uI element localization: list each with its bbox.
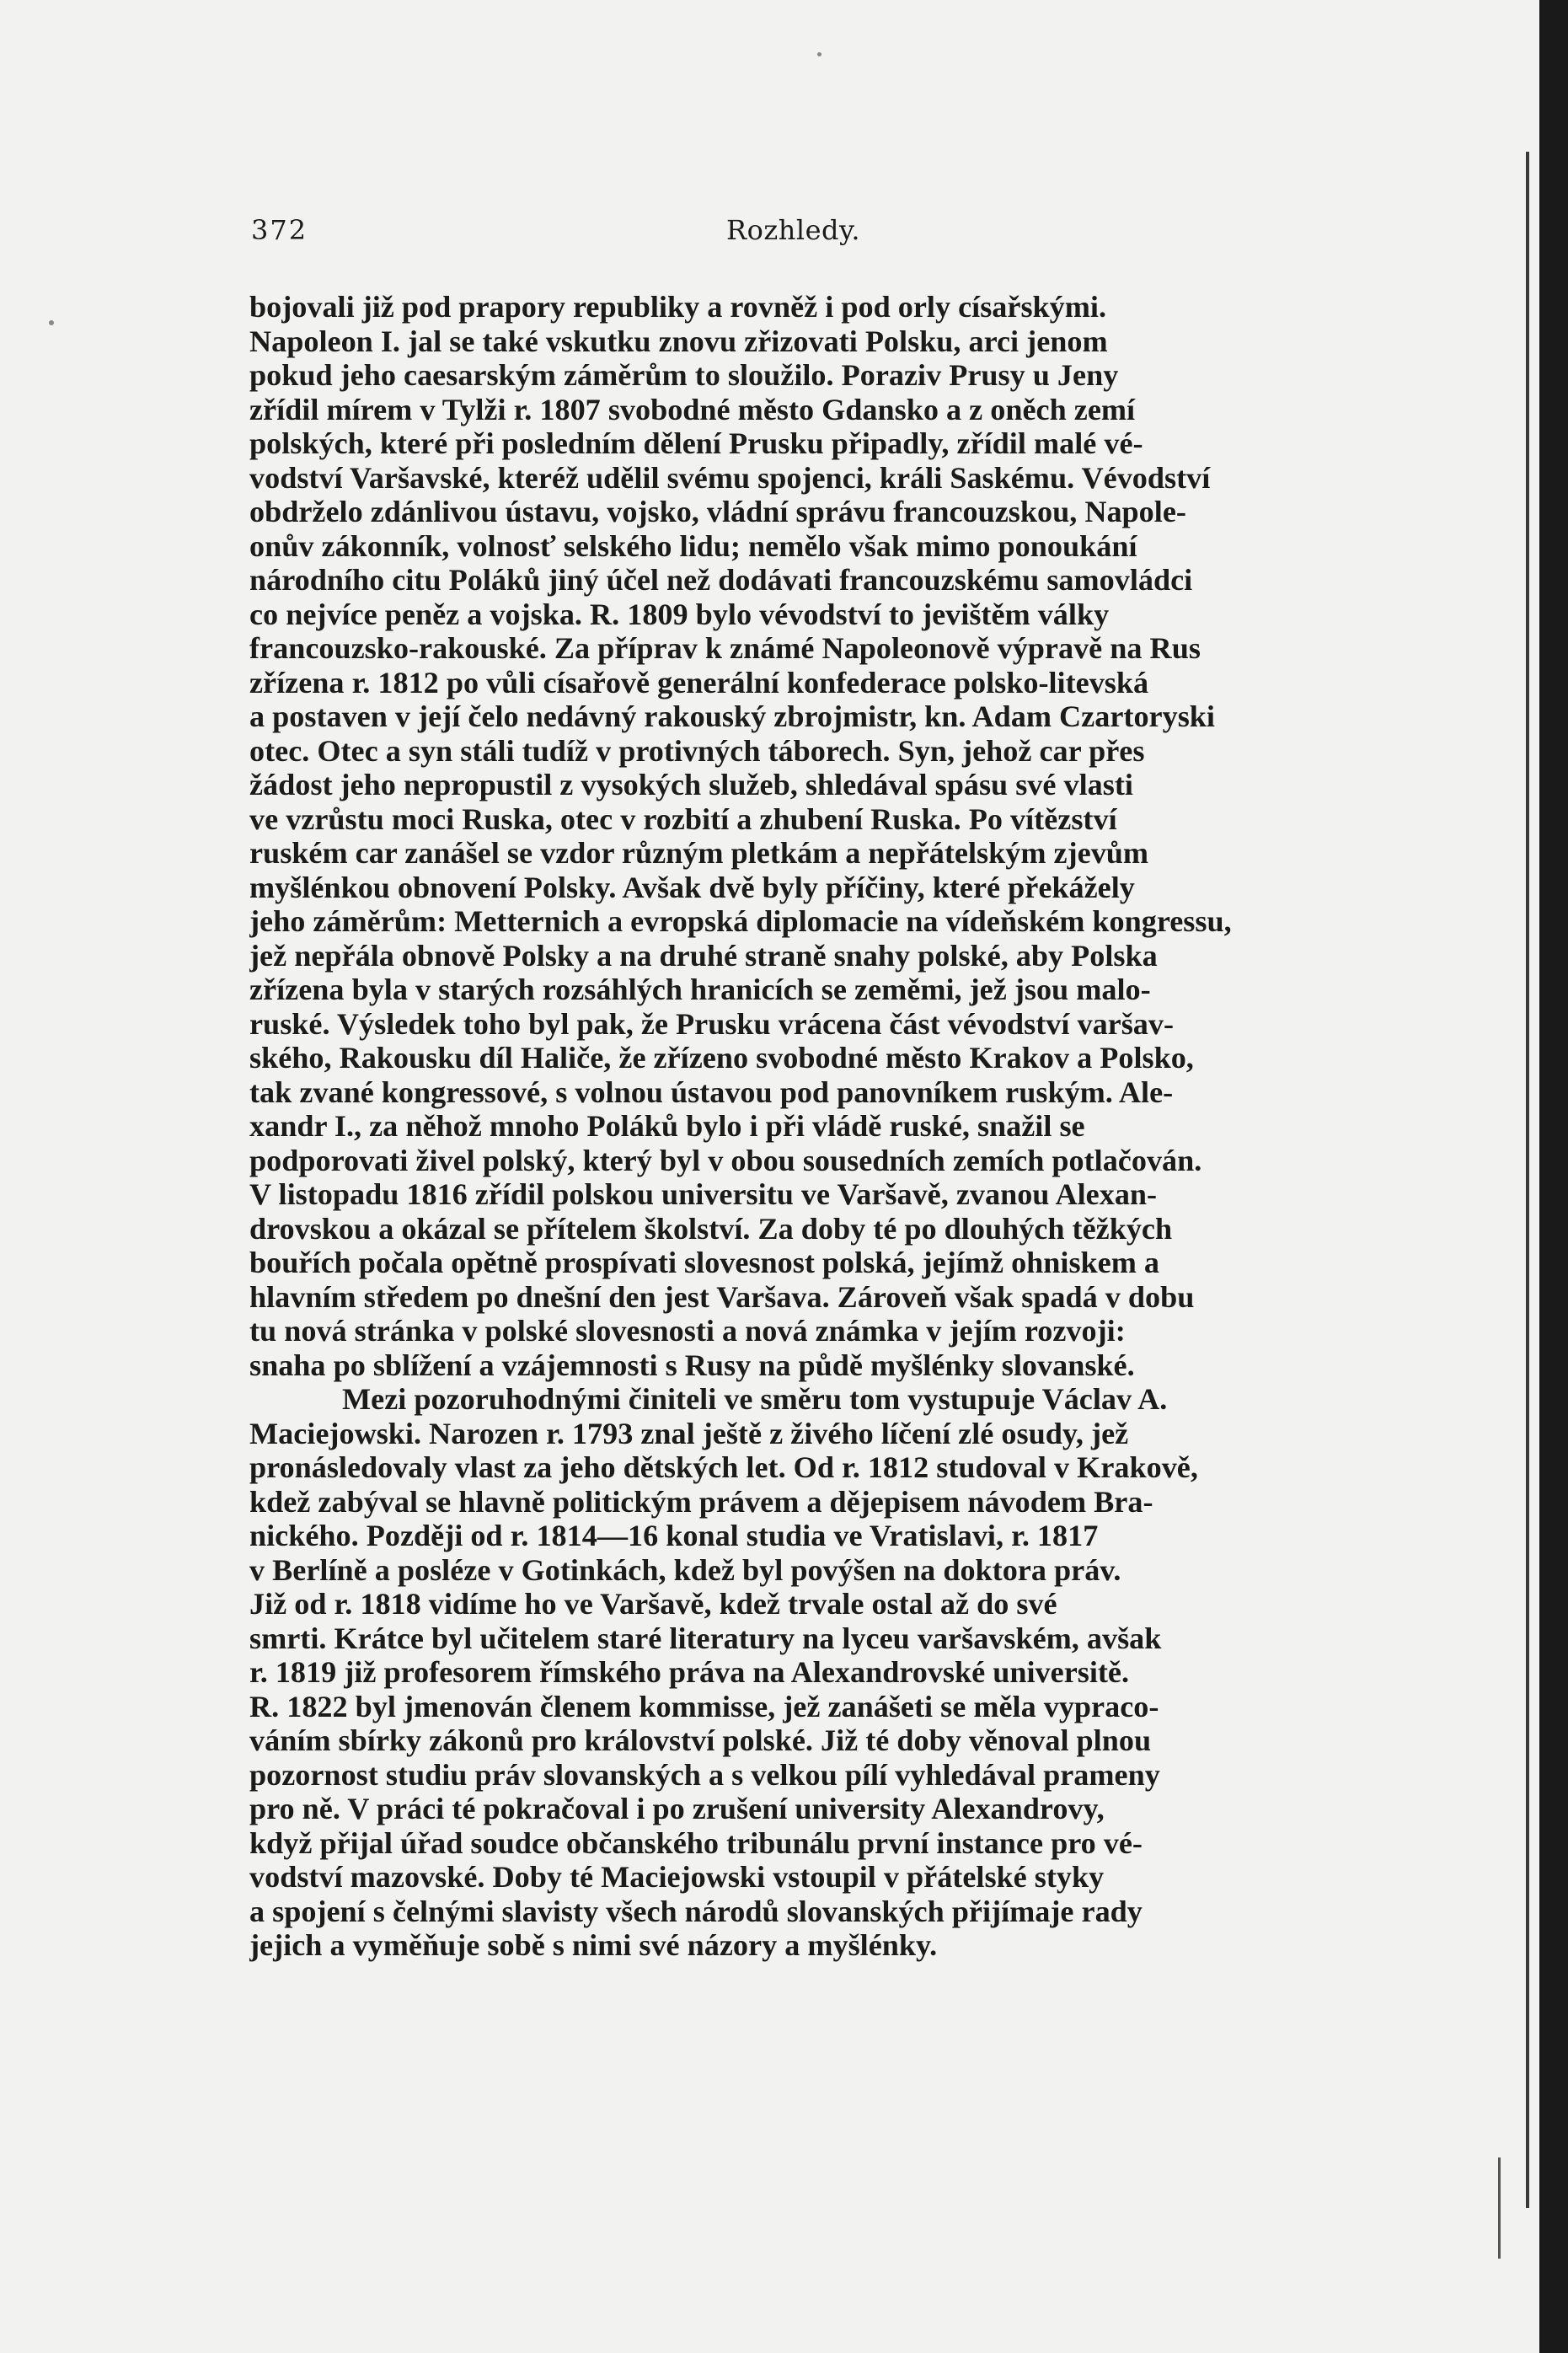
text-line: podporovati živel polský, který byl v obou sousedních zemích potlačován.	[249, 1143, 1202, 1177]
text-line: ruské. Výsledek toho byl pak, že Prusku vrácena část vévodství varšav-	[249, 1006, 1175, 1041]
text-line: Maciejowski. Narozen r. 1793 znal ještě z živého líčení zlé osudy, jež	[249, 1416, 1129, 1450]
text-line: jež nepřála obnově Polsky a na druhé straně snahy polské, aby Polska	[249, 938, 1158, 973]
text-line: snaha po sblížení a vzájemnosti s Rusy na půdě myšlénky slovanské.	[249, 1348, 1135, 1382]
text-line: nického. Později od r. 1814—16 konal studia ve Vratislavi, r. 1817	[249, 1519, 1099, 1552]
text-line: xandr I., za něhož mnoho Poláků bylo i při vládě ruské, snažil se	[249, 1109, 1085, 1143]
paragraph-2	[249, 1382, 1340, 1963]
text-line: bojovali již pod prapory republiky a rovněž i pod orly císařskými.	[249, 290, 1107, 324]
text-line: smrti. Krátce byl učitelem staré literatury na lyceu varšavském, avšak	[249, 1621, 1162, 1655]
scan-rule-short	[1498, 2157, 1501, 2259]
text-line: bouřích počala opětně prospívati slovesnost polská, jejímž ohniskem a	[249, 1246, 1160, 1279]
text-line: ruském car zanášel se vzdor různým pletkám a nepřátelským zjevům	[249, 836, 1149, 870]
text-line: drovskou a okázal se přítelem školství. Za doby té po dlouhých těžkých	[249, 1211, 1173, 1246]
text-line: a postaven v její čelo nedávný rakouský zbrojmistr, kn. Adam Czartoryski	[249, 699, 1215, 733]
text-line: polských, které při posledním dělení Prusku připadly, zřídil malé vé-	[249, 426, 1143, 460]
scan-speck	[49, 320, 54, 325]
text-line: zřídil mírem v Tylži r. 1807 svobodné město Gdansko a z oněch zemí	[249, 392, 1136, 426]
text-line: myšlénkou obnovení Polsky. Avšak dvě byly příčiny, které překážely	[249, 870, 1135, 904]
text-line: Již od r. 1818 vidíme ho ve Varšavě, kdež trvale ostal až do své	[249, 1587, 1057, 1621]
text-line: kdež zabýval se hlavně politickým právem a dějepisem návodem Bra-	[249, 1484, 1153, 1519]
text-line: a spojení s čelnými slavisty všech národů slovanských přijímaje rady	[249, 1894, 1143, 1928]
text-line: Napoleon I. jal se také vskutku znovu zřizovati Polsku, arci jenom	[249, 324, 1108, 358]
text-line: pozornost studiu práv slovanských a s velkou pílí vyhledával prameny	[249, 1757, 1160, 1792]
scan-speck	[817, 52, 821, 56]
text-line: zřízena byla v starých rozsáhlých hranicích se zeměmi, jež jsou malo-	[249, 973, 1151, 1006]
paragraph-1	[249, 290, 1340, 1382]
text-line: jejich a vyměňuje sobě s nimi své názory a myšlénky.	[249, 1928, 938, 1962]
text-line: zřízena r. 1812 po vůli císařově generální konfederace polsko-litevská	[249, 665, 1149, 699]
text-line: tu nová stránka v polské slovesnosti a nová známka v jejím rozvoji:	[249, 1314, 1126, 1348]
text-line: ského, Rakousku díl Haliče, že zřízeno svobodné město Krakov a Polsko,	[249, 1041, 1194, 1075]
text-line: v Berlíně a posléze v Gotinkách, kdež byl povýšen na doktora práv.	[249, 1552, 1121, 1587]
text-line: ve vzrůstu moci Ruska, otec v rozbití a zhubení Ruska. Po vítězství	[249, 801, 1117, 836]
scan-edge-right	[1539, 0, 1568, 2353]
text-line: pokud jeho caesarským záměrům to sloužilo. Poraziv Prusy u Jeny	[249, 358, 1119, 392]
text-line: jeho záměrům: Metternich a evropská diplomacie na vídeňském kongressu,	[249, 904, 1232, 938]
body-text	[249, 290, 1340, 1963]
text-line: váním sbírky zákonů pro království polské. Již té doby věnoval plnou	[249, 1723, 1152, 1757]
text-line: vodství Varšavské, kteréž udělil svému spojenci, králi Saskému. Vévodství	[249, 460, 1211, 495]
text-line: otec. Otec a syn stáli tudíž v protivných táborech. Syn, jehož car přes	[249, 733, 1145, 768]
text-line: V listopadu 1816 zřídil polskou universitu ve Varšavě, zvanou Alexan-	[249, 1177, 1158, 1211]
text-line: pro ně. V práci té pokračoval i po zrušení university Alexandrovy,	[249, 1792, 1105, 1825]
running-head: Rozhledy.	[726, 214, 860, 246]
text-line: pronásledovaly vlast za jeho dětských let. Od r. 1812 studoval v Krakově,	[249, 1450, 1198, 1484]
page-header	[251, 214, 1338, 256]
scan-rule	[1526, 152, 1529, 2208]
text-line: R. 1822 byl jmenován členem kommisse, jež zanášeti se měla vypraco-	[249, 1689, 1159, 1723]
text-line: hlavním středem po dnešní den jest Varšava. Zároveň však spadá v dobu	[249, 1279, 1195, 1314]
text-line: obdrželo zdánlivou ústavu, vojsko, vládní správu francouzskou, Napole-	[249, 495, 1186, 528]
text-line: žádost jeho nepropustil z vysokých služeb, shledával spásu své vlasti	[249, 768, 1133, 801]
text-line: národního citu Poláků jiný účel než dodávati francouzskému samovládci	[249, 563, 1193, 597]
text-line: vodství mazovské. Doby té Maciejowski vstoupil v přátelské styky	[249, 1860, 1105, 1894]
text-line: tak zvané kongressové, s volnou ústavou pod panovníkem ruským. Ale-	[249, 1075, 1174, 1109]
text-line: co nejvíce peněz a vojska. R. 1809 bylo vévodství to jevištěm války	[249, 597, 1110, 631]
page-number: 372	[251, 214, 308, 246]
text-line: francouzsko-rakouské. Za příprav k známé Napoleonově výpravě na Rus	[249, 631, 1201, 665]
text-line: onův zákonník, volnosť selského lidu; nemělo však mimo ponoukání	[249, 528, 1137, 563]
text-line: r. 1819 již profesorem římského práva na Alexandrovské universitě.	[249, 1655, 1130, 1689]
text-line: Mezi pozoruhodnými činiteli ve směru tom vystupuje Václav A.	[342, 1382, 1168, 1416]
text-line: když přijal úřad soudce občanského tribunálu první instance pro vé-	[249, 1825, 1143, 1860]
